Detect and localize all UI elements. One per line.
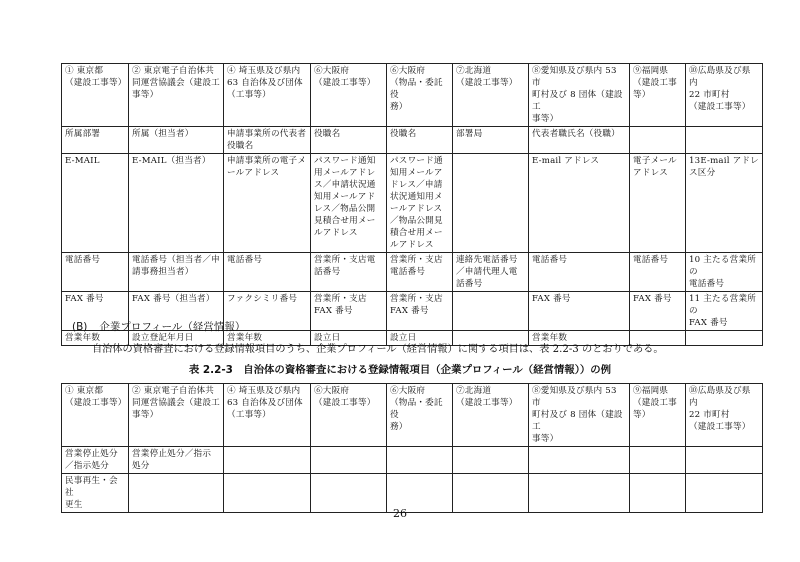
table-cell: 営業年数	[529, 331, 630, 346]
table-cell	[630, 447, 686, 474]
table-cell: E-MAIL	[62, 154, 129, 253]
table-cell: 営業所・支店 FAX 番号	[311, 292, 387, 331]
table-row	[62, 447, 763, 474]
table-cell: 営業所・支店電 話番号	[311, 253, 387, 292]
table-row	[62, 127, 763, 154]
column-header: ⑨福岡県 （建設工事等）	[630, 64, 686, 127]
column-header: ⑦北海道 （建設工事等）	[453, 64, 529, 127]
table-cell: 電子メール アドレス	[630, 154, 686, 253]
table-header-row	[62, 384, 763, 447]
table-cell	[453, 447, 529, 474]
table-cell: 電話番号	[224, 253, 311, 292]
table-cell: 連絡先電話番号 ／申請代理人電 話番号	[453, 253, 529, 292]
column-header: ② 東京電子自治体共 同運営協議会（建設工 事等）	[129, 384, 224, 447]
table-cell	[529, 447, 630, 474]
column-header: ① 東京都 （建設工事等）	[62, 384, 129, 447]
column-header: ⑩広島県及び県内 22 市町村 （建設工事等）	[686, 64, 763, 127]
table-cell: 所属（担当者）	[129, 127, 224, 154]
table-cell: ファクシミリ番号	[224, 292, 311, 331]
table-cell: 役職名	[387, 127, 453, 154]
column-header: ⑩広島県及び県内 22 市町村 （建設工事等）	[686, 384, 763, 447]
table-cell: 電話番号	[529, 253, 630, 292]
column-header: ④ 埼玉県及び県内 63 自治体及び団体 （工事等）	[224, 64, 311, 127]
section-label: (B)	[72, 321, 88, 333]
table-header-row	[62, 64, 763, 127]
table-caption: 表 2.2-3 自治体の資格審査における登録情報項目（企業プロフィール（経営情報））の例	[188, 364, 612, 376]
registration-items-table	[61, 63, 763, 346]
column-header: ⑥大阪府 （物品・委託役 務）	[387, 384, 453, 447]
column-header: ⑨福岡県 （建設工事等）	[630, 384, 686, 447]
column-header: ⑥大阪府 （物品・委託役 務）	[387, 64, 453, 127]
table-cell	[686, 331, 763, 346]
column-header: ⑥大阪府 （建設工事等）	[311, 64, 387, 127]
section-paragraph: 自治体の資格審査における登録情報項目のうち、企業プロフィール（経営情報）に関する項目は、表 2.2-3 のとおりである。	[92, 344, 664, 355]
page-number: 26	[393, 507, 407, 520]
table-cell	[387, 447, 453, 474]
table-cell: 電話番号	[630, 253, 686, 292]
table-cell: 営業所・支店 電話番号	[387, 253, 453, 292]
table-cell: 代表者職氏名（役職）	[529, 127, 630, 154]
table-cell: パスワード通 知用メールア ドレス／申請 状況通知用メ ールアドレス ／物品公開見 積合せ用メー ルアドレス	[387, 154, 453, 253]
table-cell	[311, 447, 387, 474]
table-cell: 営業年数	[224, 331, 311, 346]
section-heading	[72, 319, 245, 334]
table-cell: E-MAIL（担当者）	[129, 154, 224, 253]
table-cell	[453, 292, 529, 331]
table-cell: 10 主たる営業所の 電話番号	[686, 253, 763, 292]
table-row	[62, 154, 763, 253]
table-cell: FAX 番号	[630, 292, 686, 331]
table-cell: 部署局	[453, 127, 529, 154]
table-cell	[686, 127, 763, 154]
table-row	[62, 253, 763, 292]
column-header: ⑦北海道 （建設工事等）	[453, 384, 529, 447]
table-cell: FAX 番号（担当者）	[129, 292, 224, 331]
table-cell: パスワード通知 用メールアドレ ス／申請状況通 知用メールアド レス／物品公開 見積合せ用メー ルアドレス	[311, 154, 387, 253]
table-cell: 電話番号（担当者／申 請事務担当者）	[129, 253, 224, 292]
column-header: ④ 埼玉県及び県内 63 自治体及び団体 （工事等）	[224, 384, 311, 447]
column-header: ② 東京電子自治体共 同運営協議会（建設工 事等）	[129, 64, 224, 127]
table-cell: 営業年数	[62, 331, 129, 346]
table-cell: 電話番号	[62, 253, 129, 292]
section-title: 企業プロフィール（経営情報）	[99, 321, 246, 333]
table-cell: 営業停止処分／指示 処分	[129, 447, 224, 474]
column-header: ⑧愛知県及び県内 53 市 町村及び 8 団体（建設工 事等）	[529, 384, 630, 447]
table-cell: 営業所・支店 FAX 番号	[387, 292, 453, 331]
table-cell: 申請事業所の電子メ ールアドレス	[224, 154, 311, 253]
table-cell: 設立日	[387, 331, 453, 346]
table-cell: E-mail アドレス	[529, 154, 630, 253]
table-cell: 設立日	[311, 331, 387, 346]
table-cell	[686, 447, 763, 474]
management-info-table	[61, 383, 763, 513]
table-cell: 申請事業所の代表者 役職名	[224, 127, 311, 154]
table-cell: 営業停止処分 ／指示処分	[62, 447, 129, 474]
table-cell: FAX 番号	[62, 292, 129, 331]
table-cell	[630, 127, 686, 154]
table-cell: 設立登記年月日	[129, 331, 224, 346]
table-cell: 役職名	[311, 127, 387, 154]
column-header: ① 東京都 （建設工事等）	[62, 64, 129, 127]
table-cell: 所属部署	[62, 127, 129, 154]
table-cell	[224, 447, 311, 474]
column-header: ⑥大阪府 （建設工事等）	[311, 384, 387, 447]
table-cell: 民事再生・会社 更生	[62, 474, 129, 513]
table-cell: 11 主たる営業所の FAX 番号	[686, 292, 763, 331]
table-cell: FAX 番号	[529, 292, 630, 331]
table-cell: 13E-mail アドレ ス区分	[686, 154, 763, 253]
table-cell	[453, 154, 529, 253]
column-header: ⑧愛知県及び県内 53 市 町村及び 8 団体（建設工 事等）	[529, 64, 630, 127]
